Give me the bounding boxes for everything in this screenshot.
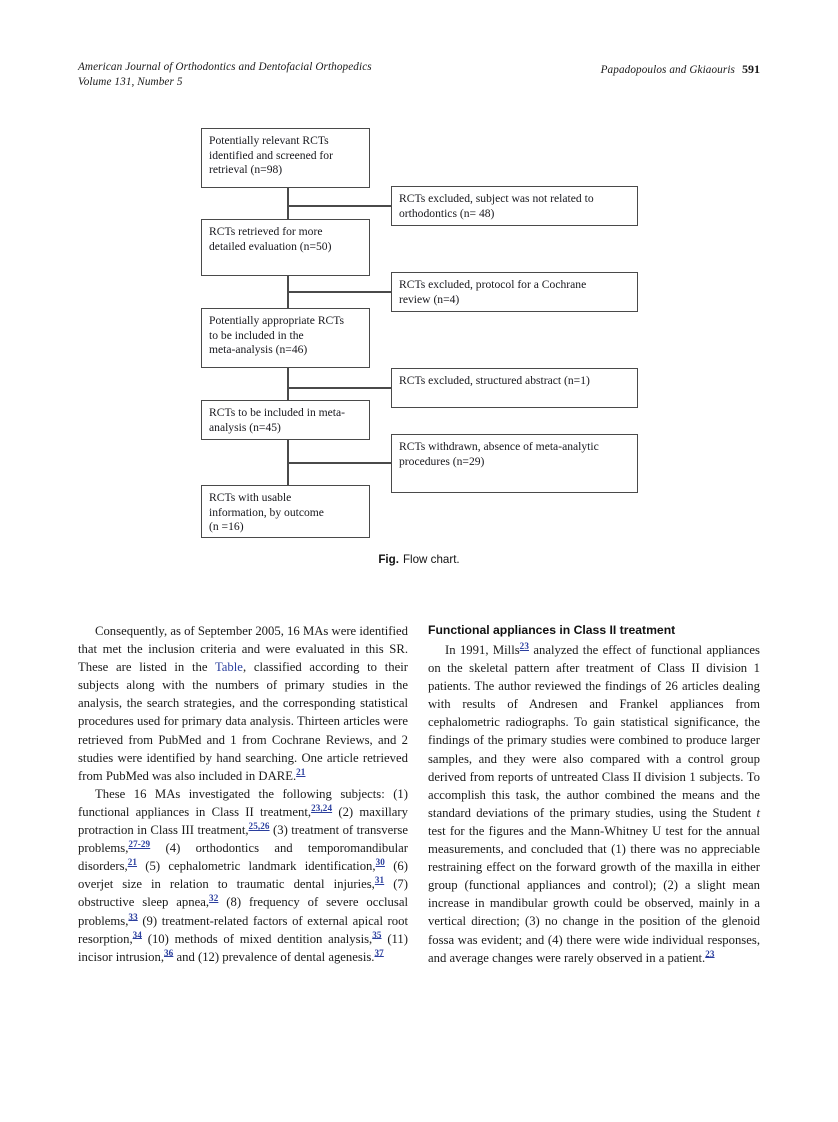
paragraph-text: Consequently, as of September 2005, 16 MAs were identified that met the inclusion criteria and were evaluated in this SR. These are listed in the — [78, 624, 408, 675]
figure-caption-label: Fig. — [378, 553, 399, 566]
paragraph-text: These 16 MAs investigated the following subjects: (1) functional appliances in Class II treatment, — [78, 786, 408, 819]
table-link[interactable]: Table — [214, 660, 243, 675]
citation-ref[interactable]: 36 — [164, 947, 174, 958]
flow-node-line: RCTs excluded, protocol for a Cochrane — [399, 278, 587, 291]
flow-node-line: RCTs withdrawn, absence of meta-analytic — [399, 440, 599, 453]
flow-node-line: analysis (n=45) — [209, 420, 281, 434]
flow-node-excluded-not-orthodontics — [391, 186, 638, 226]
flow-node-line: orthodontics (n= 48) — [399, 206, 495, 220]
flow-node-line: RCTs retrieved for more — [209, 225, 323, 238]
volume-issue: Volume 131, Number 5 — [78, 76, 183, 88]
citation-ref[interactable]: 30 — [375, 856, 385, 867]
paragraph-text: and (12) prevalence of dental agenesis. — [173, 949, 375, 964]
flow-node-line: information, by outcome — [209, 505, 324, 519]
citation-ref[interactable]: 33 — [128, 911, 138, 922]
paragraph-consequently — [78, 622, 408, 785]
flow-node-relevant-rcts — [201, 128, 370, 188]
branch-to-e2 — [287, 291, 391, 293]
branch-to-e4 — [287, 462, 391, 464]
branch-to-e3 — [287, 387, 391, 389]
citation-ref[interactable]: 37 — [374, 947, 384, 958]
flow-node-line: Potentially appropriate RCTs — [209, 314, 345, 327]
citation-ref[interactable]: 21 — [127, 856, 138, 867]
flow-node-line: retrieval (n=98) — [209, 163, 283, 177]
connector-n3-n4 — [287, 368, 289, 400]
paragraph-text: test for the figures and the Mann-Whitney U test for the annual measurements, and concluded that (1) there was no appreciable restraining effect on the forward growth of the maxilla in either group (functional appliances and control); (2) a slight mean increase in mandibular growth could be observed, mainly in a vertical direction; (3) no change in the position of the glenoid fossa was evident; and (4) there were wide individual responses, and average changes were rarely observed in a patient. — [428, 823, 760, 965]
flow-node-line: identified and screened for — [209, 148, 333, 162]
flow-node-line: procedures (n=29) — [399, 454, 485, 468]
paragraph-text: (11) incisor intrusion, — [78, 931, 408, 964]
paragraph-mills-1991 — [428, 641, 760, 967]
body-column-left — [78, 622, 408, 966]
citation-ref[interactable]: 32 — [209, 893, 219, 904]
paragraph-text: (4) orthodontics and temporomandibular disorders, — [78, 841, 408, 874]
flow-node-line: RCTs excluded, subject was not related to — [399, 192, 594, 205]
citation-ref[interactable]: 25,26 — [248, 820, 270, 831]
flow-node-line: review (n=4) — [399, 292, 460, 306]
paragraph-text: (9) treatment-related factors of external apical root resorption, — [78, 913, 408, 946]
flow-node-included-meta-analysis — [201, 400, 370, 440]
flow-node-line: RCTs to be included in meta- — [209, 406, 346, 419]
flow-node-usable-information — [201, 485, 370, 538]
flow-node-line: Potentially relevant RCTs — [209, 134, 329, 147]
paragraph-text: (10) methods of mixed dentition analysis, — [141, 931, 373, 946]
flow-node-retrieved-detailed — [201, 219, 370, 276]
figure-caption-text: Flow chart. — [402, 553, 460, 566]
citation-ref[interactable]: 23,24 — [311, 802, 333, 813]
flow-node-potentially-appropriate — [201, 308, 370, 368]
paragraph-text: (3) treatment of transverse problems, — [78, 823, 409, 856]
branch-to-e1 — [287, 205, 391, 207]
figure-caption — [0, 553, 838, 566]
paragraph-text: (5) cephalometric landmark identification, — [137, 859, 376, 874]
flow-node-line: RCTs excluded, structured abstract (n=1) — [399, 374, 590, 387]
flow-node-line: to be included in the — [209, 328, 304, 342]
flow-node-line: (n =16) — [209, 520, 244, 534]
paragraph-text: (8) frequency of severe occlusal problems, — [78, 895, 408, 928]
citation-ref[interactable]: 31 — [374, 875, 385, 886]
paragraph-text: analyzed the effect of functional appliances on the skeletal pattern after treatment of Class II division 1 patients. The author reviewed the findings of 26 articles dealing with results of Andresen and Frankel appliances from cephalometric radiographs. To gain statistical significance, the findings of the primary studies were combined to produce larger samples, and they were also compared with a control group derived from reports of untreated Class II division 1 subjects. To accomplish this task, the author combined the means and the standard deviations of the primary studies, using the Student — [428, 643, 760, 820]
body-column-right — [428, 622, 760, 967]
citation-ref[interactable]: 23 — [705, 948, 715, 959]
citation-ref[interactable]: 23 — [519, 640, 529, 651]
connector-n1-n2 — [287, 188, 289, 219]
citation-ref[interactable]: 21 — [296, 766, 306, 777]
flow-node-line: meta-analysis (n=46) — [209, 343, 308, 357]
paragraph-16-mas-subjects — [78, 785, 408, 966]
citation-ref[interactable]: 34 — [132, 929, 142, 940]
paragraph-text: (6) overjet size in relation to traumatic dental injuries, — [78, 859, 408, 892]
paragraph-text: In 1991, Mills — [445, 643, 520, 657]
paragraph-text: , classified according to their subjects along with the numbers of primary studies in the analysis, the search strategies, and the corresponding statistical procedures used for primary data analysis. Thirteen articles were retrieved from PubMed and 1 from Cochrane Reviews, and 2 studies were identified by hand searching. One article retrieved from PubMed was also included in DARE. — [78, 660, 408, 783]
citation-ref[interactable]: 27-29 — [128, 838, 151, 849]
journal-title: American Journal of Orthodontics and Dentofacial Orthopedics — [78, 61, 372, 73]
page-number: 591 — [742, 62, 760, 76]
flow-node-line: RCTs with usable — [209, 491, 292, 504]
flow-node-excluded-cochrane-protocol — [391, 272, 638, 312]
section-heading-functional-appliances: Functional appliances in Class II treatment — [428, 623, 676, 637]
flow-node-line: detailed evaluation (n=50) — [209, 239, 332, 253]
flow-node-withdrawn-no-meta-analytic — [391, 434, 638, 493]
flow-node-excluded-structured-abstract — [391, 368, 638, 408]
running-head-authors: Papadopoulos and Gkiaouris — [600, 64, 735, 76]
italic-t-statistic: t — [756, 805, 760, 820]
paragraph-text: (7) obstructive sleep apnea, — [78, 877, 409, 910]
paragraph-text: (2) maxillary protraction in Class III treatment, — [78, 804, 408, 838]
citation-ref[interactable]: 35 — [372, 929, 382, 940]
